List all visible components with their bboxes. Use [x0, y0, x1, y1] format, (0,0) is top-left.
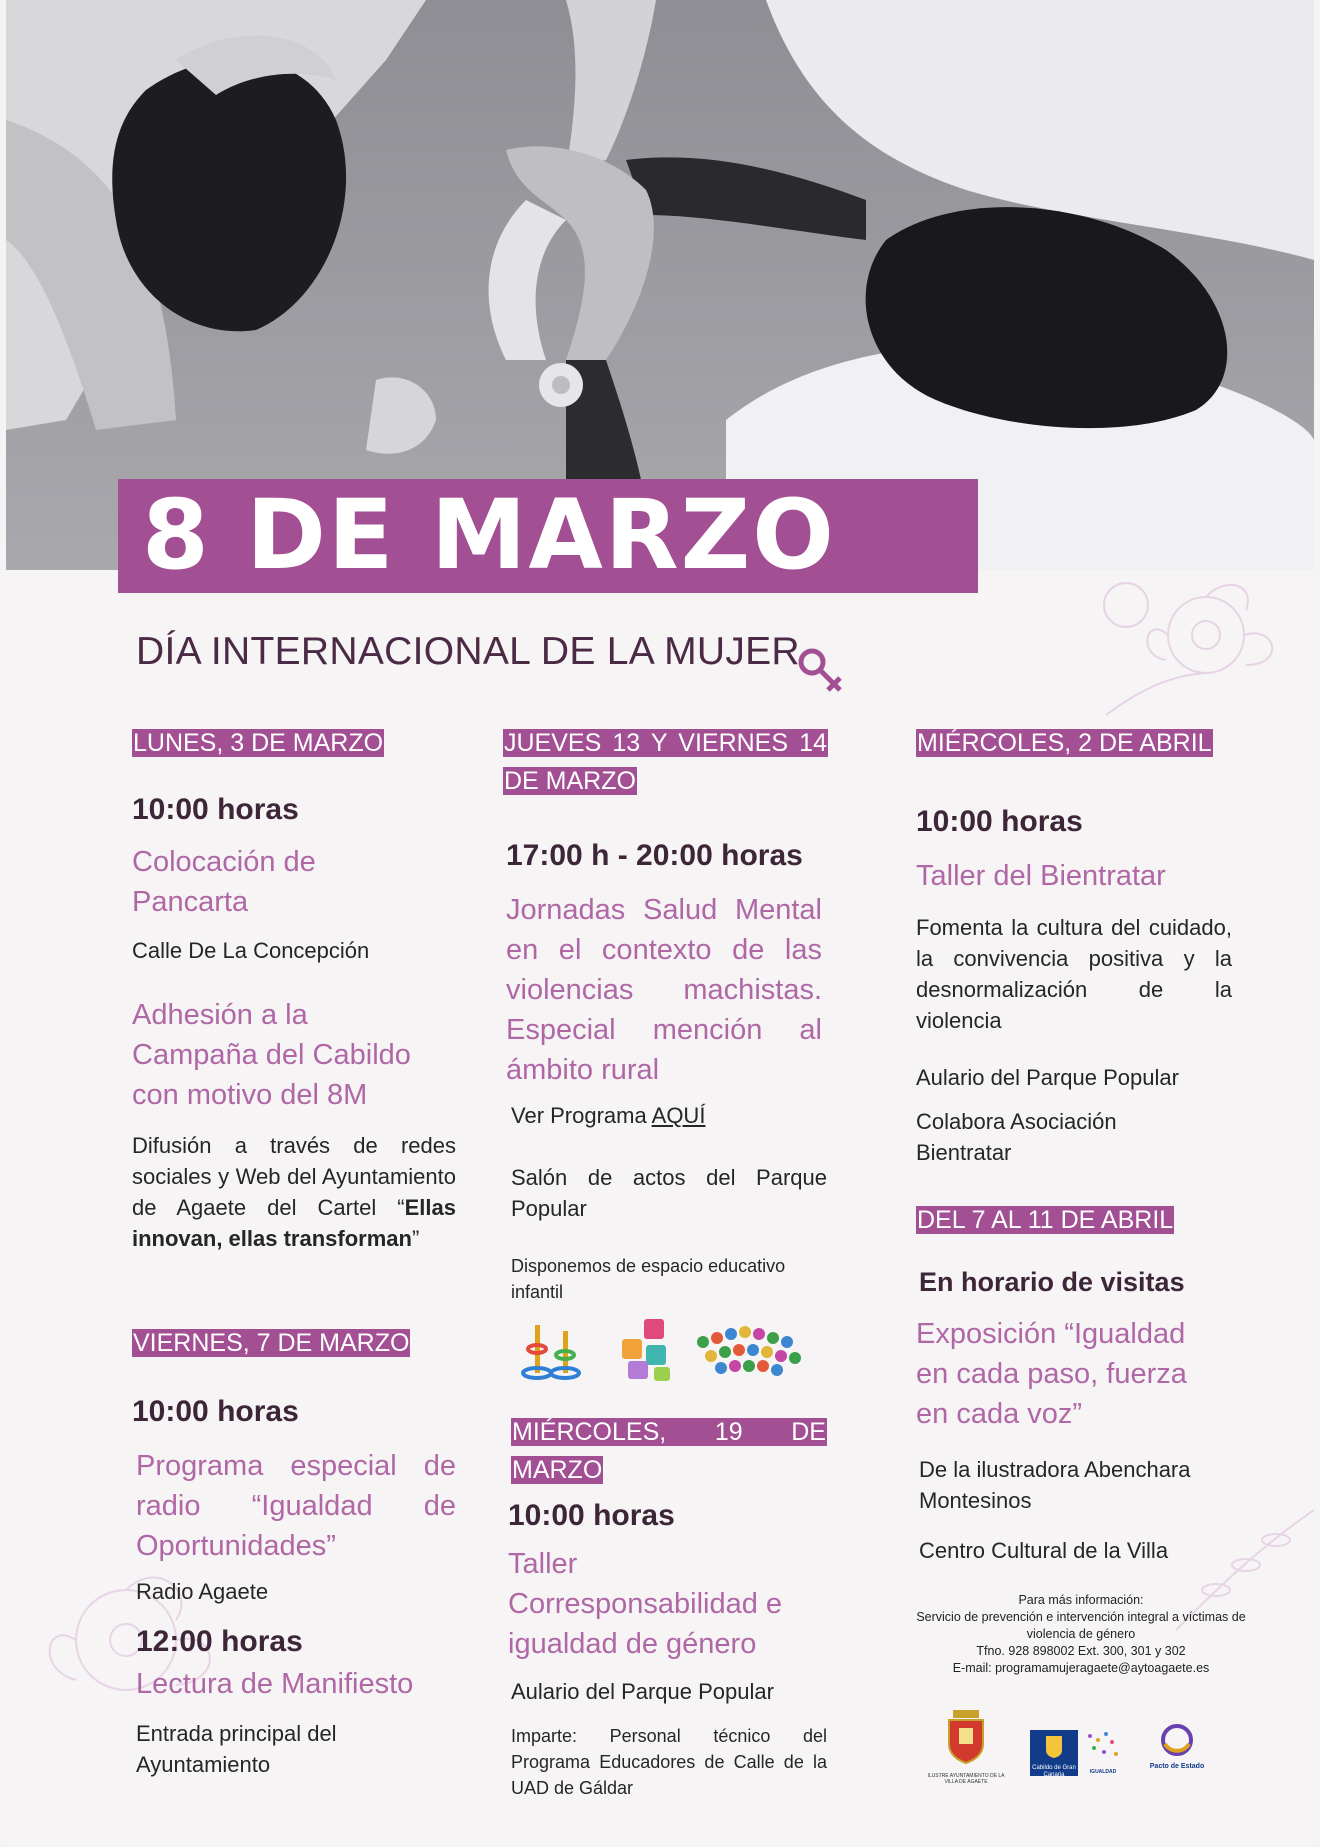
ring-toss-toy-icon — [521, 1315, 591, 1385]
contact-email[interactable]: E-mail: programamujeragaete@aytoagaete.es — [952, 1661, 1210, 1675]
igualdad-dots-icon — [1082, 1730, 1124, 1764]
day-tag-7-al-11-abril: DEL 7 AL 11 DE ABRIL — [917, 1206, 1174, 1234]
event-place: Calle De La Concepción — [132, 938, 370, 963]
title-banner — [118, 479, 978, 593]
event-place: Entrada principal del Ayuntamiento — [136, 1721, 337, 1777]
flower-decoration-top-icon — [1086, 565, 1314, 735]
event-title: Programa especial de radio “Igualdad de Oportunidades” — [136, 1450, 456, 1562]
program-link-line: Ver Programa AQUÍ — [511, 1103, 706, 1128]
event-place: Aulario del Parque Popular — [511, 1679, 774, 1704]
kids-space-note: Disponemos de espacio educativo infantil — [511, 1256, 786, 1302]
event-place: Radio Agaete — [136, 1579, 269, 1604]
logo-ayuntamiento-agaete: ILUSTRE AYUNTAMIENTO DE LA VILLA DE AGAETE — [931, 1708, 1008, 1785]
time-label: 10:00 horas — [132, 793, 299, 826]
event-title: Adhesión a la Campaña del Cabildo con motivo del 8M — [132, 999, 411, 1111]
page-subtitle: DÍA INTERNACIONAL DE LA MUJER — [136, 630, 800, 673]
pacto-estado-ring-icon — [1142, 1722, 1212, 1758]
event-title: Lectura de Manifiesto — [136, 1668, 414, 1700]
agaete-crest-icon — [931, 1708, 1001, 1768]
event-poster — [6, 0, 1314, 1847]
event-description: Fomenta la cultura del cuidado, la convivencia positiva y la desnormalización de la violencia — [916, 915, 1232, 1033]
instructor-note: Imparte: Personal técnico del Programa Educadores de Calle de la UAD de Gáldar — [511, 1726, 827, 1798]
event-title: Exposición “Igualdad en cada paso, fuerza en cada voz” — [916, 1318, 1187, 1430]
event-title: Taller del Bientratar — [916, 860, 1166, 892]
time-label: 10:00 horas — [916, 805, 1083, 838]
day-tag-miercoles-19: MIÉRCOLES, 19 DE MARZO — [512, 1418, 826, 1484]
contact-info: Para más información: Servicio de prevención e intervención integral a víctimas de violencia de género Tfno. 928 898002 Ext. 300, 301 y 302 E-mail: programamujeragaete@aytoagaete.es — [911, 1592, 1251, 1677]
event-title: Jornadas Salud Mental en el contexto de las violencias machistas. Especial mención al ámbito rural — [506, 894, 822, 1086]
event-place: Centro Cultural de la Villa — [919, 1538, 1169, 1563]
time-label: 10:00 horas — [508, 1499, 675, 1532]
event-title: Colocación de Pancarta — [132, 846, 316, 918]
event-title: Taller Corresponsabilidad e igualdad de género — [508, 1548, 783, 1660]
time-label: En horario de visitas — [919, 1267, 1185, 1297]
logo-pacto-estado: Pacto de Estado — [1142, 1722, 1212, 1770]
event-place: Aulario del Parque Popular — [916, 1065, 1179, 1090]
day-tag-jueves-viernes: JUEVES 13 Y VIERNES 14 DE MARZO — [504, 729, 827, 795]
time-label: 17:00 h - 20:00 horas — [506, 839, 803, 872]
logo-igualdad: IGUALDAD — [1082, 1730, 1124, 1775]
venus-symbol-icon — [796, 646, 846, 698]
event-author: De la ilustradora Abenchara Montesinos — [919, 1457, 1191, 1513]
time-label: 10:00 horas — [132, 1395, 299, 1428]
day-tag-viernes: VIERNES, 7 DE MARZO — [133, 1329, 410, 1357]
day-tag-miercoles-2-abril: MIÉRCOLES, 2 DE ABRIL — [917, 729, 1212, 757]
event-place: Salón de actos del Parque Popular — [511, 1165, 827, 1221]
page-title: 8 DE MARZO — [142, 479, 836, 591]
marbles-icon — [691, 1322, 811, 1382]
collaborator: Colabora Asociación Bientratar — [916, 1109, 1117, 1165]
logo-cabildo: Cabildo de Gran Canaria — [1030, 1730, 1078, 1776]
cabildo-shield-icon — [1030, 1730, 1078, 1760]
time-label: 12:00 horas — [136, 1625, 303, 1658]
event-description: Difusión a través de redes sociales y Web del Ayuntamiento de Agaete del Cartel “Ellas innovan, ellas transforman” — [132, 1133, 456, 1251]
puzzle-pieces-icon — [614, 1315, 684, 1385]
program-link[interactable]: AQUÍ — [651, 1103, 706, 1128]
day-tag-lunes: LUNES, 3 DE MARZO — [133, 729, 384, 757]
